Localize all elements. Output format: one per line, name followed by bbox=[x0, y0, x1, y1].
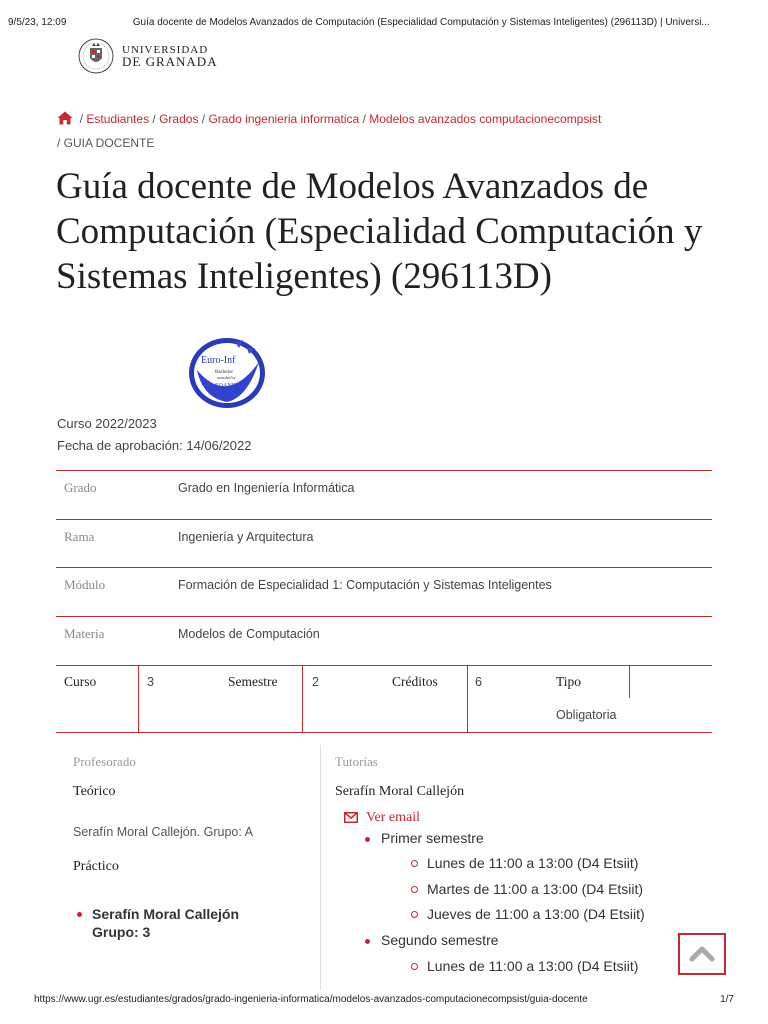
practico-list-item bbox=[92, 905, 239, 941]
university-logo[interactable] bbox=[78, 38, 218, 74]
badge-line-2: Bachelor bbox=[215, 370, 234, 375]
logo-line-1: UNIVERSIDAD bbox=[122, 44, 209, 56]
page-title: Guía docente de Modelos Avanzados de Computación (Especialidad Computación y Sistemas Inteligentes) (296113D) bbox=[56, 166, 703, 297]
print-header bbox=[8, 17, 760, 28]
breadcrumb-current: GUIA DOCENTE bbox=[63, 136, 155, 150]
bullet-dot bbox=[365, 837, 370, 842]
bullet-dot bbox=[77, 912, 82, 917]
info-value: Ingeniería y Arquitectura bbox=[178, 529, 314, 544]
practico-label: Práctico bbox=[73, 859, 119, 874]
breadcrumb-separator: / bbox=[362, 112, 370, 126]
bullet-ring bbox=[411, 963, 418, 970]
print-datetime: 9/5/23, 12:09 bbox=[8, 17, 67, 28]
info-row-materia bbox=[56, 616, 712, 665]
teorico-value: Serafín Moral Callejón. Grupo: A bbox=[73, 825, 253, 839]
schedule-item: Lunes de 11:00 a 13:00 (D4 Etsiit) bbox=[427, 958, 639, 974]
bullet-ring bbox=[411, 911, 418, 918]
info-table bbox=[56, 470, 712, 664]
info-row-grado bbox=[56, 470, 712, 519]
approval-date: Fecha de aprobación: 14/06/2022 bbox=[57, 438, 252, 453]
info-label: Grado bbox=[64, 480, 97, 495]
curso-value: 3 bbox=[147, 675, 154, 689]
badge-title: Euro-Inf bbox=[201, 355, 236, 366]
profesorado-heading: Profesorado bbox=[73, 754, 136, 769]
curso-label: Curso bbox=[64, 674, 97, 689]
tutorias-section bbox=[320, 745, 680, 990]
teorico-label: Teórico bbox=[73, 784, 116, 799]
semestre-label: Semestre bbox=[228, 674, 278, 689]
badge-line-4: EQANIE bbox=[215, 383, 238, 389]
breadcrumb-link-grado[interactable]: Grado ingenieria informatica bbox=[208, 112, 360, 126]
primer-semestre: Primer semestre bbox=[381, 830, 484, 846]
print-url: https://www.ugr.es/estudiantes/grados/grado-ingenieria-informatica/modelos-avanzados-computacionecompsist/guia-docente bbox=[34, 994, 588, 1005]
cell-divider bbox=[629, 666, 630, 698]
semestre-value: 2 bbox=[312, 675, 319, 689]
tipo-value: Obligatoria bbox=[556, 708, 617, 722]
breadcrumb-link-grados[interactable]: Grados bbox=[159, 112, 199, 126]
info-row-modulo bbox=[56, 567, 712, 616]
print-title: Guía docente de Modelos Avanzados de Computación (Especialidad Computación y Sistemas Inteligentes) (296113D) | Universi... bbox=[132, 17, 710, 28]
university-seal-icon bbox=[78, 38, 114, 74]
practico-name: Serafín Moral Callejón bbox=[92, 906, 240, 922]
segundo-semestre: Segundo semestre bbox=[381, 932, 499, 948]
breadcrumb-link-estudiantes[interactable]: Estudiantes bbox=[86, 112, 150, 126]
info-value: Grado en Ingeniería Informática bbox=[178, 481, 355, 495]
home-icon[interactable] bbox=[57, 111, 73, 125]
info-value: Modelos de Computación bbox=[178, 626, 320, 641]
breadcrumb-separator: / bbox=[152, 112, 160, 126]
bullet-ring bbox=[411, 886, 418, 893]
tutor-name: Serafín Moral Callejón bbox=[335, 784, 465, 799]
schedule-item: Martes de 11:00 a 13:00 (D4 Etsiit) bbox=[427, 881, 644, 897]
info-label: Módulo bbox=[64, 577, 106, 592]
cell-divider bbox=[302, 666, 303, 733]
back-to-top-button[interactable] bbox=[678, 933, 726, 975]
schedule-item: Jueves de 11:00 a 13:00 (D4 Etsiit) bbox=[427, 906, 645, 922]
cell-divider bbox=[467, 666, 468, 733]
breadcrumb-separator: / bbox=[76, 112, 87, 126]
info-label: Materia bbox=[64, 625, 105, 641]
info-value: Formación de Especialidad 1: Computación y Sistemas Inteligentes bbox=[178, 578, 552, 592]
creditos-value: 6 bbox=[475, 675, 482, 689]
print-footer bbox=[34, 994, 734, 1005]
tipo-label: Tipo bbox=[556, 674, 582, 689]
euro-inf-badge bbox=[187, 336, 267, 410]
bullet-dot bbox=[365, 939, 370, 944]
chevron-up-icon bbox=[689, 946, 715, 962]
envelope-icon bbox=[344, 812, 358, 823]
practico-group: Grupo: 3 bbox=[92, 924, 151, 940]
tutorias-heading: Tutorías bbox=[335, 754, 378, 769]
schedule-item: Lunes de 11:00 a 13:00 (D4 Etsiit) bbox=[427, 855, 639, 871]
course-details-row bbox=[56, 665, 712, 733]
breadcrumb-separator: / bbox=[57, 136, 64, 150]
breadcrumb-separator: / bbox=[201, 112, 209, 126]
ver-email-link[interactable]: Ver email bbox=[366, 810, 421, 825]
bullet-ring bbox=[411, 860, 418, 867]
info-label: Rama bbox=[64, 528, 95, 544]
breadcrumb-link-asignatura[interactable]: Modelos avanzados computacionecompsist bbox=[369, 112, 602, 126]
info-row-rama bbox=[56, 519, 712, 568]
course-year: Curso 2022/2023 bbox=[57, 416, 157, 431]
badge-line-3: awarded by bbox=[217, 375, 236, 380]
print-page-number: 1/7 bbox=[720, 994, 734, 1005]
creditos-label: Créditos bbox=[392, 674, 438, 689]
cell-divider bbox=[138, 666, 139, 733]
logo-line-2: DE GRANADA bbox=[122, 54, 218, 69]
breadcrumb bbox=[57, 107, 677, 155]
